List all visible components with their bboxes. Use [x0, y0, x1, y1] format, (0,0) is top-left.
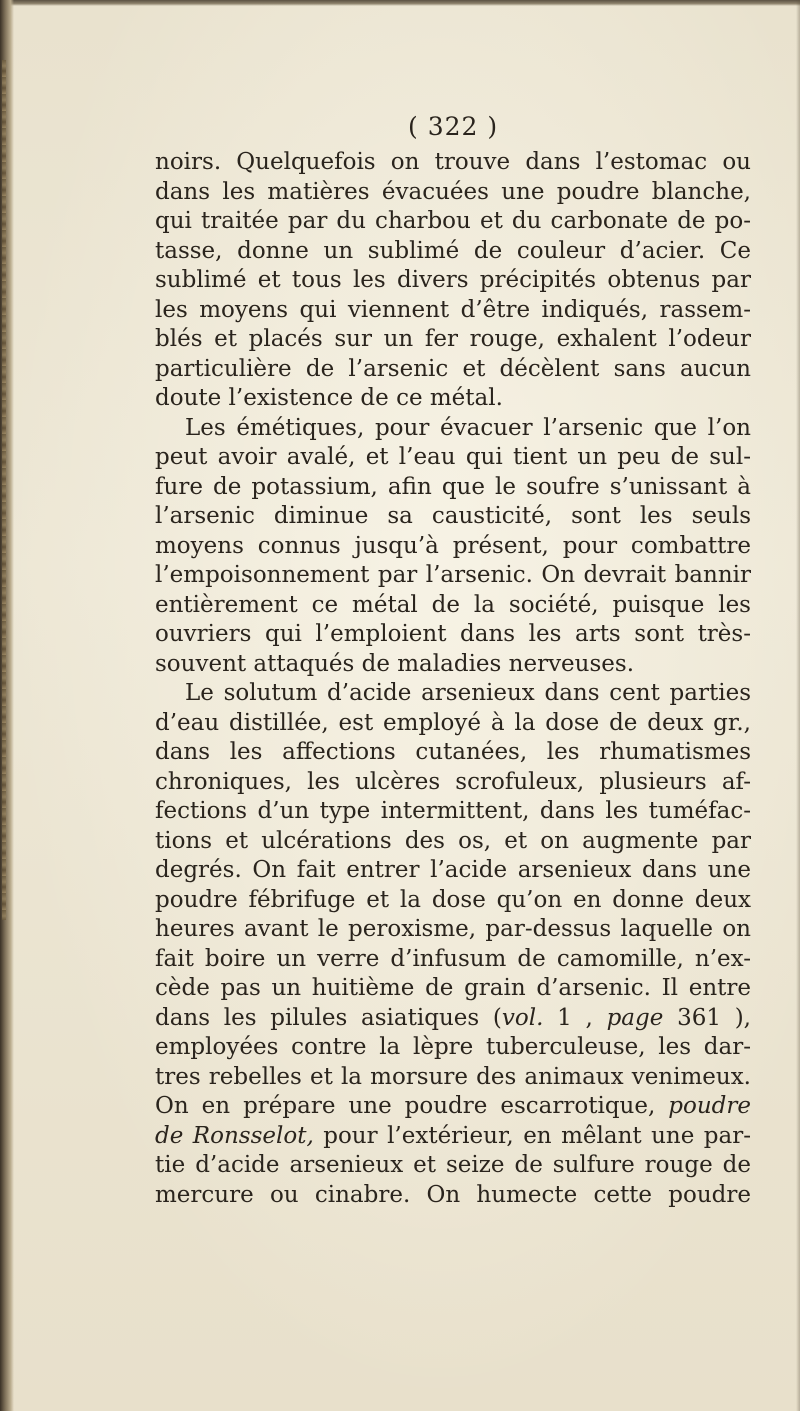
- text-line: sublimé et tous les divers précipités obtenus par: [155, 267, 751, 293]
- page-number: ( 322 ): [408, 112, 499, 141]
- text-line: chroniques, les ulcères scrofuleux, plusieurs af-: [155, 768, 751, 795]
- text-line: les moyens qui viennent d’être indiqués, rassem-: [155, 296, 751, 323]
- text-line: ouvriers qui l’emploient dans les arts sont très-: [155, 621, 751, 647]
- text-line-with-citation: [155, 1004, 751, 1034]
- text-line: tres rebelles et la morsure des animaux venimeux.: [155, 1063, 751, 1090]
- text-line: tie d’acide arsenieux et seize de sulfure rouge de: [155, 1152, 751, 1178]
- citation-volume: vol.: [501, 1004, 544, 1031]
- text-line: degrés. On fait entrer l’acide arsenieux dans une: [155, 857, 751, 883]
- text-line: noirs. Quelquefois on trouve dans l’estomac ou: [155, 149, 751, 175]
- text-line: peut avoir avalé, et l’eau qui tient un peu de sul-: [155, 444, 751, 470]
- italic-term: poudre: [668, 1093, 751, 1119]
- body-text: [155, 148, 751, 1210]
- text-line: moyens connus jusqu’à présent, pour combattre: [155, 532, 751, 559]
- italic-term: de Ronsselot,: [155, 1122, 314, 1149]
- text-span: 1 ,: [543, 1004, 607, 1031]
- text-line: poudre fébrifuge et la dose qu’on en donne deux: [155, 886, 751, 913]
- text-span: On en prépare une poudre escarrotique,: [155, 1093, 669, 1119]
- text-line: fure de potassium, afin que le soufre s’unissant à: [155, 473, 751, 500]
- text-line: blés et placés sur un fer rouge, exhalent l’odeur: [155, 326, 751, 352]
- text-span: 361 ),: [663, 1004, 751, 1031]
- page-top-edge: [0, 0, 800, 6]
- text-line: [155, 1122, 751, 1152]
- text-line: l’empoisonnement par l’arsenic. On devrait bannir: [155, 562, 751, 588]
- text-line: souvent attaqués de maladies nerveuses.: [155, 650, 635, 677]
- text-line: d’eau distillée, est employé à la dose de deux gr.,: [155, 709, 751, 736]
- paragraph-start: Le solutum d’acide arsenieux dans cent parties: [185, 680, 751, 706]
- citation-page: page: [606, 1004, 664, 1031]
- text-line: heures avant le peroxisme, par-dessus laquelle on: [155, 916, 751, 942]
- text-line: tions et ulcérations des os, et on augmente par: [155, 827, 751, 854]
- text-line: dans les affections cutanées, les rhumatismes: [155, 739, 751, 765]
- text-line: fections d’un type intermittent, dans les tuméfac-: [155, 798, 751, 824]
- text-span: pour l’extérieur, en mêlant une par-: [313, 1122, 751, 1149]
- text-line: tasse, donne un sublimé de couleur d’acier. Ce: [155, 237, 751, 264]
- text-line: mercure ou cinabre. On humecte cette poudre: [155, 1181, 751, 1208]
- text-line: dans les matières évacuées une poudre blanche,: [155, 178, 751, 205]
- text-line: entièrement ce métal de la société, puisque les: [155, 591, 751, 618]
- text-line: employées contre la lèpre tuberculeuse, les dar-: [155, 1034, 751, 1060]
- page-right-edge: [796, 0, 800, 1411]
- text-line: particulière de l’arsenic et décèlent sans aucun: [155, 355, 751, 382]
- text-line: qui traitée par du charbou et du carbonate de po-: [155, 208, 751, 234]
- binding-strip: [2, 60, 6, 920]
- text-line: [155, 1092, 751, 1122]
- text-line: doute l’existence de ce métal.: [155, 385, 503, 411]
- text-line: cède pas un huitième de grain d’arsenic. Il entre: [155, 975, 751, 1001]
- text-span: dans les pilules asiatiques (: [155, 1004, 502, 1031]
- text-line: l’arsenic diminue sa causticité, sont les seuls: [155, 503, 751, 529]
- text-line: fait boire un verre d’infusum de camomille, n’ex-: [155, 945, 751, 972]
- paragraph-start: Les émétiques, pour évacuer l’arsenic que l’on: [185, 414, 751, 441]
